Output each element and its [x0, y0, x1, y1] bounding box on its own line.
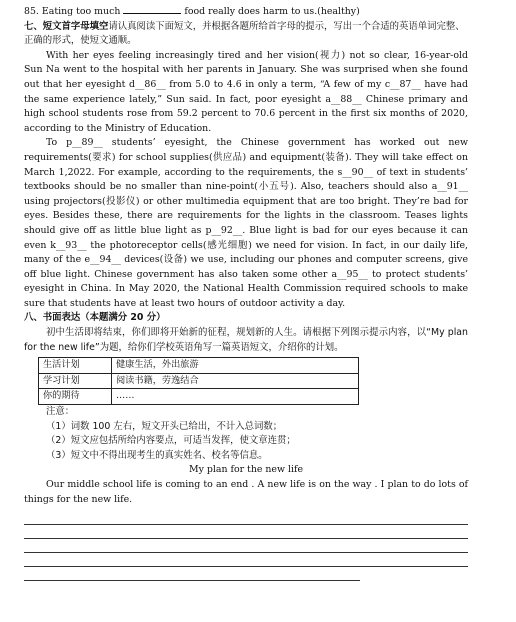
note-item: （3）短文中不得出现考生的真实姓名、校名等信息。	[46, 449, 268, 461]
answer-blank[interactable]	[123, 4, 181, 14]
exam-page	[24, 4, 468, 581]
writing-line[interactable]	[24, 567, 360, 581]
table-cell-key: 你的期待	[39, 389, 112, 405]
section-7-header	[24, 20, 468, 49]
question-text-before: Eating too much	[41, 6, 121, 17]
passage-paragraph-2: To p__89__ students’ eyesight, the Chinese government has worked out new requirements(要求) for school supplies(供应品) and equipment(装备). They will take effect on March 1,2022. For example, according to the requirements, the s__90__ of text in students’ textbooks should be no smaller than nine-point(小五号). Also, teachers should also a__91__ using projectors(投影仪) or other multimedia equipment that are too bright. They’re bad for eyes. Besides these, there are requirements for the lights in the classroom. Teases lights should give off as little blue light as p__92__. Blue light is bad for our eyes because it can even k__93__ the photoreceptor cells(感光细胞) we need for vision. In fact, in our daily life, many of the e__94__ devices(设备) we use, including our phones and computer screens, give off blue light. Chinese government has also taken some other a__95__ to protect students’ eyesight in China. In May 2020, the National Health Commission required schools to make sure that students have at least two hours of outdoor activity a day.	[24, 137, 468, 309]
table-cell-value: ……	[112, 389, 359, 405]
table-cell-key: 生活计划	[39, 358, 112, 374]
writing-line[interactable]	[24, 539, 468, 553]
essay-title: My plan for the new life	[189, 464, 303, 476]
notes	[46, 405, 468, 463]
table-row	[39, 389, 359, 405]
section-7-instruction: 请认真阅读下面短文，并根据各题所给首字母的提示，写出一个合适的英语单词完整、正确的形式，使短文通顺。	[24, 20, 465, 47]
writing-line[interactable]	[24, 525, 468, 539]
table-row	[39, 373, 359, 389]
passage-paragraph-1: With her eyes feeling increasingly tired and her vision(视力) not so clear, 16-year-old Sun Na went to the hospital with her parents in January. She was surprised when she found out that her eyesight d__86__ from 5.0 to 4.6 in only a term, “A few of my c__87__ have had the same experience lately,” Sun said. In fact, poor eyesight a__88__ Chinese primary and high school students rose from 59.2 percent to 70.6 percent in the first six months of 2020, according to the Ministry of Education.	[24, 49, 468, 134]
table-row	[39, 358, 359, 374]
essay-opening: Our middle school life is coming to an end . A new life is on the way . I plan to do lots of things for the new life.	[24, 479, 468, 505]
table-cell-value: 阅读书籍，劳逸结合	[112, 373, 359, 389]
table-cell-value: 健康生活，外出旅游	[112, 358, 359, 374]
writing-lines[interactable]	[24, 511, 468, 581]
section-8-heading: 八、书面表达（本题满分 20 分）	[24, 312, 166, 324]
note-item: （2）短文应包括所给内容要点，可适当发挥，使文章连贯；	[46, 435, 296, 447]
writing-line[interactable]	[24, 553, 468, 567]
question-85	[24, 4, 468, 20]
notes-label: 注意：	[46, 406, 75, 418]
table-cell-key: 学习计划	[39, 373, 112, 389]
note-item: （1）词数 100 左右，短文开头已给出，不计入总词数；	[46, 420, 283, 432]
section-7-heading: 七、短文首字母填空	[24, 20, 109, 32]
writing-line[interactable]	[24, 511, 468, 525]
question-number: 85.	[24, 6, 39, 17]
plan-table	[38, 357, 359, 405]
section-8-intro: 初中生活即将结束，你们即将开始新的征程，规划新的人生。请根据下列图示提示内容，以“My plan for the new life”为题，给你们学校英语角写一篇英语短文，介绍你的计划。	[24, 327, 468, 353]
question-text-after: food really does harm to us.(healthy)	[184, 6, 360, 17]
